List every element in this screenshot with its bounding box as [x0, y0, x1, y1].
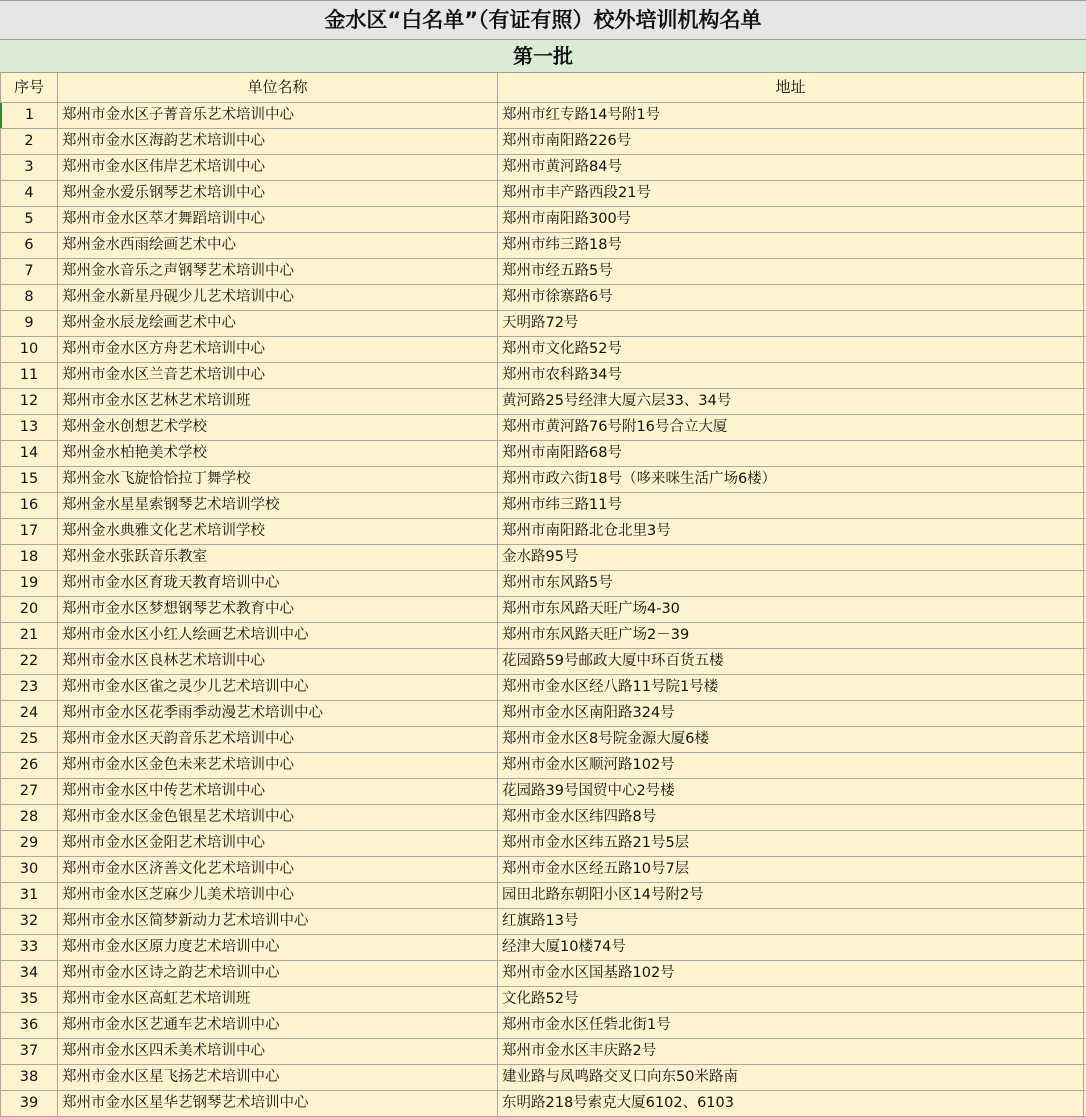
cell-index[interactable]: 33 [0, 935, 58, 960]
table-row [0, 1091, 1086, 1117]
cell-index[interactable]: 37 [0, 1039, 58, 1064]
cell-index[interactable]: 20 [0, 597, 58, 622]
cell-address[interactable]: 文化路52号 [498, 987, 1084, 1012]
cell-name[interactable]: 郑州金水柏艳美术学校 [58, 441, 498, 466]
cell-index[interactable]: 8 [0, 285, 58, 310]
cell-name[interactable]: 郑州市金水区金色银星艺术培训中心 [58, 805, 498, 830]
cell-name[interactable]: 郑州市金水区原力度艺术培训中心 [58, 935, 498, 960]
cell-name[interactable]: 郑州金水西雨绘画艺术中心 [58, 233, 498, 258]
table-row [0, 363, 1086, 389]
cell-address[interactable]: 郑州市金水区8号院金源大厦6楼 [498, 727, 1084, 752]
table-row [0, 493, 1086, 519]
cell-name[interactable]: 郑州市金水区济善文化艺术培训中心 [58, 857, 498, 882]
cell-name[interactable]: 郑州市金水区金色未来艺术培训中心 [58, 753, 498, 778]
table-row [0, 207, 1086, 233]
cell-name[interactable]: 郑州市金水区子菁音乐艺术培训中心 [58, 103, 498, 128]
cell-name[interactable]: 郑州金水典雅文化艺术培训学校 [58, 519, 498, 544]
cell-name[interactable]: 郑州金水音乐之声钢琴艺术培训中心 [58, 259, 498, 284]
cell-name[interactable]: 郑州市金水区星飞扬艺术培训中心 [58, 1065, 498, 1090]
cell-index[interactable]: 2 [0, 129, 58, 154]
cell-name[interactable]: 郑州市金水区兰音艺术培训中心 [58, 363, 498, 388]
cell-address[interactable]: 郑州市纬三路18号 [498, 233, 1084, 258]
cell-index[interactable]: 7 [0, 259, 58, 284]
cell-address[interactable]: 郑州市经五路5号 [498, 259, 1084, 284]
cell-index[interactable]: 21 [0, 623, 58, 648]
cell-name[interactable]: 郑州金水创想艺术学校 [58, 415, 498, 440]
sheet-title: 金水区“白名单”（有证有照）校外培训机构名单 [0, 0, 1086, 40]
table-row [0, 727, 1086, 753]
table-row [0, 103, 1086, 129]
table-row [0, 337, 1086, 363]
table-row [0, 1039, 1086, 1065]
cell-address[interactable]: 黄河路25号经津大厦六层33、34号 [498, 389, 1084, 414]
cell-address[interactable]: 郑州市金水区纬五路21号5层 [498, 831, 1084, 856]
table-row [0, 441, 1086, 467]
cell-address[interactable]: 郑州市金水区南阳路324号 [498, 701, 1084, 726]
cell-address[interactable]: 郑州市徐寨路6号 [498, 285, 1084, 310]
cell-index[interactable]: 29 [0, 831, 58, 856]
cell-address[interactable]: 郑州市东风路天旺广场4-30 [498, 597, 1084, 622]
table-row [0, 987, 1086, 1013]
cell-index[interactable]: 32 [0, 909, 58, 934]
table-row [0, 701, 1086, 727]
cell-address[interactable]: 金水路95号 [498, 545, 1084, 570]
cell-address[interactable]: 郑州市南阳路226号 [498, 129, 1084, 154]
table-row [0, 909, 1086, 935]
table-row [0, 597, 1086, 623]
cell-address[interactable]: 郑州市金水区经八路11号院1号楼 [498, 675, 1084, 700]
cell-address[interactable]: 郑州市农科路34号 [498, 363, 1084, 388]
cell-name[interactable]: 郑州市金水区艺林艺术培训班 [58, 389, 498, 414]
table-row [0, 467, 1086, 493]
cell-index[interactable]: 9 [0, 311, 58, 336]
cell-name[interactable]: 郑州市金水区良林艺术培训中心 [58, 649, 498, 674]
table-row [0, 389, 1086, 415]
cell-index[interactable]: 25 [0, 727, 58, 752]
cell-address[interactable]: 花园路59号邮政大厦中环百货五楼 [498, 649, 1084, 674]
cell-index[interactable]: 39 [0, 1091, 58, 1116]
cell-name[interactable]: 郑州市金水区伟岸艺术培训中心 [58, 155, 498, 180]
cell-name[interactable]: 郑州市金水区金阳艺术培训中心 [58, 831, 498, 856]
cell-name[interactable]: 郑州市金水区海韵艺术培训中心 [58, 129, 498, 154]
cell-name[interactable]: 郑州金水星星索钢琴艺术培训学校 [58, 493, 498, 518]
cell-name[interactable]: 郑州市金水区方舟艺术培训中心 [58, 337, 498, 362]
cell-address[interactable]: 郑州市政六街18号（哆来咪生活广场6楼） [498, 467, 1084, 492]
cell-address[interactable]: 郑州市文化路52号 [498, 337, 1084, 362]
cell-name[interactable]: 郑州市金水区艺通车艺术培训中心 [58, 1013, 498, 1038]
cell-index[interactable]: 1 [0, 103, 58, 128]
cell-name[interactable]: 郑州市金水区中传艺术培训中心 [58, 779, 498, 804]
cell-index[interactable]: 4 [0, 181, 58, 206]
cell-index[interactable]: 17 [0, 519, 58, 544]
cell-address[interactable]: 建业路与凤鸣路交叉口向东50米路南 [498, 1065, 1084, 1090]
table-row [0, 285, 1086, 311]
cell-index[interactable]: 28 [0, 805, 58, 830]
cell-address[interactable]: 郑州市纬三路11号 [498, 493, 1084, 518]
cell-address[interactable]: 郑州市东风路天旺广场2－39 [498, 623, 1084, 648]
table-row [0, 623, 1086, 649]
cell-index[interactable]: 27 [0, 779, 58, 804]
cell-index[interactable]: 34 [0, 961, 58, 986]
table-header [0, 73, 1086, 103]
table-row [0, 831, 1086, 857]
table-row [0, 415, 1086, 441]
cell-name[interactable]: 郑州市金水区天韵音乐艺术培训中心 [58, 727, 498, 752]
header-name[interactable]: 单位名称 [58, 73, 498, 102]
cell-index[interactable]: 10 [0, 337, 58, 362]
cell-index[interactable]: 18 [0, 545, 58, 570]
cell-index[interactable]: 31 [0, 883, 58, 908]
table-row [0, 181, 1086, 207]
table-row [0, 805, 1086, 831]
cell-name[interactable]: 郑州市金水区萃才舞蹈培训中心 [58, 207, 498, 232]
table-row [0, 883, 1086, 909]
table-row [0, 961, 1086, 987]
table-row [0, 311, 1086, 337]
table-row [0, 259, 1086, 285]
cell-index[interactable]: 26 [0, 753, 58, 778]
cell-address[interactable]: 郑州市金水区顺河路102号 [498, 753, 1084, 778]
table-row [0, 935, 1086, 961]
cell-name[interactable]: 郑州市金水区育珑天教育培训中心 [58, 571, 498, 596]
table-row [0, 129, 1086, 155]
cell-index[interactable]: 36 [0, 1013, 58, 1038]
table-row [0, 753, 1086, 779]
cell-index[interactable]: 23 [0, 675, 58, 700]
cell-address[interactable]: 园田北路东朝阳小区14号附2号 [498, 883, 1084, 908]
cell-address[interactable]: 东明路218号索克大厦6102、6103 [498, 1091, 1084, 1116]
cell-name[interactable]: 郑州市金水区高虹艺术培训班 [58, 987, 498, 1012]
cell-name[interactable]: 郑州市金水区简梦新动力艺术培训中心 [58, 909, 498, 934]
cell-name[interactable]: 郑州金水飞旋恰恰拉丁舞学校 [58, 467, 498, 492]
cell-name[interactable]: 郑州市金水区小红人绘画艺术培训中心 [58, 623, 498, 648]
table-row [0, 675, 1086, 701]
cell-index[interactable]: 14 [0, 441, 58, 466]
cell-address[interactable]: 天明路72号 [498, 311, 1084, 336]
table-row [0, 155, 1086, 181]
cell-address[interactable]: 郑州市金水区国基路102号 [498, 961, 1084, 986]
cell-index[interactable]: 15 [0, 467, 58, 492]
cell-index[interactable]: 22 [0, 649, 58, 674]
header-address[interactable]: 地址 [498, 73, 1084, 102]
cell-address[interactable]: 经津大厦10楼74号 [498, 935, 1084, 960]
table-row [0, 545, 1086, 571]
cell-address[interactable]: 郑州市东风路5号 [498, 571, 1084, 596]
cell-index[interactable]: 3 [0, 155, 58, 180]
cell-name[interactable]: 郑州市金水区四禾美术培训中心 [58, 1039, 498, 1064]
cell-index[interactable]: 38 [0, 1065, 58, 1090]
cell-name[interactable]: 郑州市金水区雀之灵少儿艺术培训中心 [58, 675, 498, 700]
cell-name[interactable]: 郑州金水辰龙绘画艺术中心 [58, 311, 498, 336]
cell-address[interactable]: 郑州市红专路14号附1号 [498, 103, 1084, 128]
cell-index[interactable]: 19 [0, 571, 58, 596]
cell-address[interactable]: 郑州市黄河路76号附16号合立大厦 [498, 415, 1084, 440]
table-row [0, 1013, 1086, 1039]
table-row [0, 779, 1086, 805]
cell-index[interactable]: 6 [0, 233, 58, 258]
cell-index[interactable]: 12 [0, 389, 58, 414]
cell-name[interactable]: 郑州市金水区星华艺钢琴艺术培训中心 [58, 1091, 498, 1116]
cell-address[interactable]: 郑州市丰产路西段21号 [498, 181, 1084, 206]
cell-index[interactable]: 24 [0, 701, 58, 726]
cell-address[interactable]: 郑州市黄河路84号 [498, 155, 1084, 180]
table-row [0, 233, 1086, 259]
cell-address[interactable]: 郑州市金水区纬四路8号 [498, 805, 1084, 830]
batch-label: 第一批 [0, 40, 1086, 73]
cell-index[interactable]: 13 [0, 415, 58, 440]
table-row [0, 649, 1086, 675]
cell-address[interactable]: 花园路39号国贸中心2号楼 [498, 779, 1084, 804]
cell-name[interactable]: 郑州金水新星丹砚少儿艺术培训中心 [58, 285, 498, 310]
cell-index[interactable]: 5 [0, 207, 58, 232]
table-body [0, 103, 1086, 1117]
cell-index[interactable]: 11 [0, 363, 58, 388]
cell-index[interactable]: 16 [0, 493, 58, 518]
table-row [0, 857, 1086, 883]
cell-name[interactable]: 郑州金水爱乐钢琴艺术培训中心 [58, 181, 498, 206]
cell-address[interactable]: 郑州市金水区丰庆路2号 [498, 1039, 1084, 1064]
cell-name[interactable]: 郑州市金水区芝麻少儿美术培训中心 [58, 883, 498, 908]
cell-address[interactable]: 郑州市南阳路68号 [498, 441, 1084, 466]
header-index[interactable]: 序号 [0, 73, 58, 102]
cell-name[interactable]: 郑州市金水区诗之韵艺术培训中心 [58, 961, 498, 986]
cell-name[interactable]: 郑州金水张跃音乐教室 [58, 545, 498, 570]
cell-address[interactable]: 郑州市金水区经五路10号7层 [498, 857, 1084, 882]
cell-index[interactable]: 30 [0, 857, 58, 882]
cell-address[interactable]: 郑州市南阳路300号 [498, 207, 1084, 232]
table-row [0, 519, 1086, 545]
cell-index[interactable]: 35 [0, 987, 58, 1012]
cell-name[interactable]: 郑州市金水区梦想钢琴艺术教育中心 [58, 597, 498, 622]
cell-address[interactable]: 红旗路13号 [498, 909, 1084, 934]
cell-name[interactable]: 郑州市金水区花季雨季动漫艺术培训中心 [58, 701, 498, 726]
table-row [0, 571, 1086, 597]
cell-address[interactable]: 郑州市南阳路北仓北里3号 [498, 519, 1084, 544]
cell-address[interactable]: 郑州市金水区任砦北街1号 [498, 1013, 1084, 1038]
table-row [0, 1065, 1086, 1091]
